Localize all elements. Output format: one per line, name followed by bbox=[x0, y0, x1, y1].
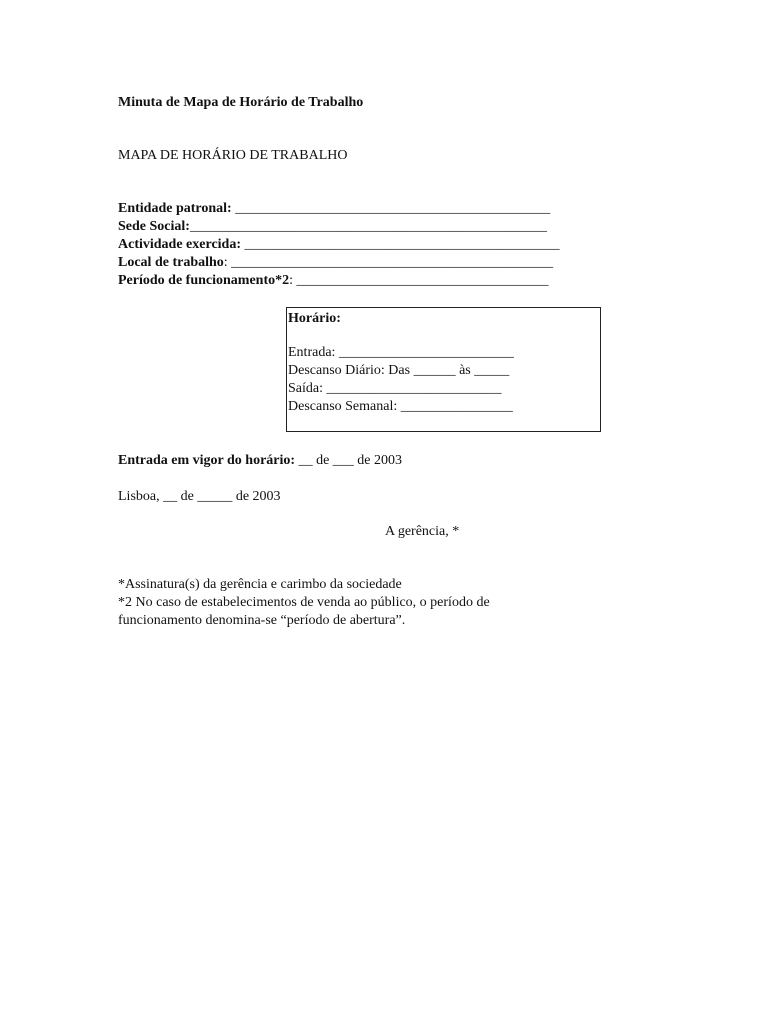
field-blank: _____________________________________________ bbox=[241, 237, 560, 252]
field-label: Entidade patronal: bbox=[118, 201, 232, 216]
field-periodo-de-funcionamento bbox=[118, 272, 549, 290]
field-label: Período de funcionamento*2 bbox=[118, 273, 290, 288]
horario-box bbox=[286, 307, 601, 432]
horario-heading: Horário: bbox=[288, 311, 341, 326]
field-actividade-exercida bbox=[118, 236, 560, 254]
field-entidade-patronal bbox=[118, 200, 550, 218]
entrada-em-vigor bbox=[118, 452, 402, 470]
footnote-periodo: *2 No caso de estabelecimentos de venda ao público, o período de bbox=[118, 595, 490, 610]
field-blank: _____________________________________________ bbox=[231, 201, 551, 216]
horario-entrada: Entrada: _________________________ bbox=[288, 345, 514, 360]
field-blank: ___________________________________________________ bbox=[189, 219, 547, 234]
horario-descanso-semanal: Descanso Semanal: ________________ bbox=[288, 399, 513, 414]
field-label: Actividade exercida: bbox=[118, 237, 241, 252]
vigor-value: __ de ___ de 2003 bbox=[295, 453, 403, 468]
footnote-assinatura: *Assinatura(s) da gerência e carimbo da sociedade bbox=[118, 577, 402, 592]
horario-saida: Saída: _________________________ bbox=[288, 381, 502, 396]
document-subtitle: MAPA DE HORÁRIO DE TRABALHO bbox=[118, 148, 348, 163]
document-title: Minuta de Mapa de Horário de Trabalho bbox=[118, 95, 364, 110]
field-blank: : ____________________________________ bbox=[289, 273, 549, 288]
field-label: Local de trabalho bbox=[118, 255, 224, 270]
gerencia-signature: A gerência, * bbox=[385, 524, 460, 539]
footnote-periodo-cont: funcionamento denomina-se “período de abertura”. bbox=[118, 613, 406, 628]
field-sede-social bbox=[118, 218, 547, 236]
horario-descanso-diario: Descanso Diário: Das ______ às _____ bbox=[288, 363, 510, 378]
field-local-de-trabalho bbox=[118, 254, 553, 272]
vigor-label: Entrada em vigor do horário: bbox=[118, 453, 296, 468]
field-label: Sede Social: bbox=[118, 219, 190, 234]
field-blank: : ______________________________________________ bbox=[223, 255, 554, 270]
place-date-line: Lisboa, __ de _____ de 2003 bbox=[118, 489, 281, 504]
